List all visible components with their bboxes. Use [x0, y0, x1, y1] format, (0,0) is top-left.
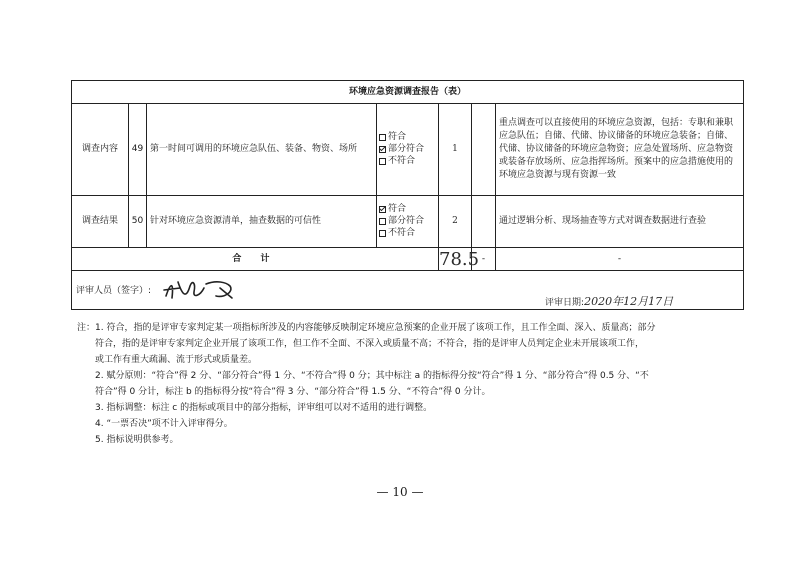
total-row: [72, 248, 744, 271]
total-dash: -: [472, 248, 496, 271]
checkbox-icon: [379, 218, 386, 225]
row-options: [377, 104, 439, 196]
option-partial[interactable]: 部分符合: [379, 216, 436, 228]
footnote-4: 4. “一票否决”项不计入评审得分。: [95, 419, 233, 429]
footnote-3: 3. 指标调整：标注 c 的指标或项目中的部分指标，评审组可以对不适用的进行调整。: [95, 403, 433, 413]
reviewer-cell: [72, 271, 744, 310]
option-partial[interactable]: 部分符合: [379, 144, 436, 156]
footnote-1-cont: 符合，指的是评审专家判定企业开展了该项工作，但工作不全面、不深入或质量不高；不符合，指的是评审人员判定企业未开展该项工作，: [95, 339, 645, 349]
signature-row: [72, 271, 744, 310]
footnote-1-cont: 或工作有重大疏漏、流于形式或质量差。: [95, 355, 258, 365]
row-options: [377, 196, 439, 248]
checkbox-icon: [379, 230, 386, 237]
review-date: 评审日期:2020年12月17日: [545, 295, 674, 308]
row-score-handwritten: 1: [439, 104, 472, 196]
row-category: 调查结果: [72, 196, 129, 248]
reviewer-label: 评审人员（签字）:: [76, 286, 152, 296]
report-table-container: [71, 80, 743, 310]
row-notes: 通过逻辑分析、现场抽查等方式对调查数据进行查验: [496, 196, 744, 248]
row-number: 49: [129, 104, 147, 196]
footnote-2: 2. 赋分原则：“符合”得 2 分、“部分符合”得 1 分、“不符合”得 0 分；其中标注 a 的指标得分按“符合”得 1 分、“部分符合”得 0.5 分、“不: [95, 371, 649, 381]
footnote-2-cont: 符合”得 0 分计，标注 b 的指标得分按“符合”得 3 分、“部分符合”得 1.5 分、“不符合”得 0 分计。: [95, 387, 491, 397]
checked-checkbox-icon: [379, 146, 386, 153]
total-label: 合 计: [72, 248, 439, 271]
footnote-1: 注：1. 符合，指的是评审专家判定某一项指标所涉及的内容能够反映制定环境应急预案的企业开展了该项工作，且工作全面、深入、质量高；部分: [77, 323, 656, 333]
report-table: [71, 80, 744, 310]
row-empty-cell: [472, 196, 496, 248]
row-empty-cell: [472, 104, 496, 196]
row-item: 第一时间可调用的环境应急队伍、装备、物资、场所: [147, 104, 377, 196]
reviewer-signature: [160, 274, 240, 304]
option-nonconform[interactable]: 不符合: [379, 228, 436, 240]
checked-checkbox-icon: [379, 206, 386, 213]
checkbox-icon: [379, 158, 386, 165]
table-title: 环境应急资源调查报告（表）: [72, 81, 744, 104]
footnote-5: 5. 指标说明供参考。: [95, 435, 179, 445]
row-number: 50: [129, 196, 147, 248]
table-row: [72, 196, 744, 248]
table-row: [72, 104, 744, 196]
row-notes: 重点调查可以直接使用的环境应急资源，包括：专职和兼职应急队伍；自储、代储、协议储备的环境应急装备；自储、代储、协议储备的环境应急物资；应急处置场所、应急物资或装备存放场所、应急指挥场所。预案中的应急措施使用的环境应急资源与现有资源一致: [496, 104, 744, 196]
row-category: 调查内容: [72, 104, 129, 196]
row-item: 针对环境应急资源清单，抽查数据的可信性: [147, 196, 377, 248]
option-nonconform[interactable]: 不符合: [379, 156, 436, 168]
option-conform[interactable]: 符合: [379, 132, 436, 144]
footnotes: [77, 320, 737, 448]
option-conform[interactable]: 符合: [379, 204, 436, 216]
row-score-handwritten: 2: [439, 196, 472, 248]
review-date-value: 2020年12月17日: [584, 295, 674, 308]
total-score-handwritten: 78.5: [439, 248, 480, 270]
checkbox-icon: [379, 134, 386, 141]
total-dash: -: [496, 248, 744, 271]
page-number: — 10 —: [376, 485, 424, 499]
